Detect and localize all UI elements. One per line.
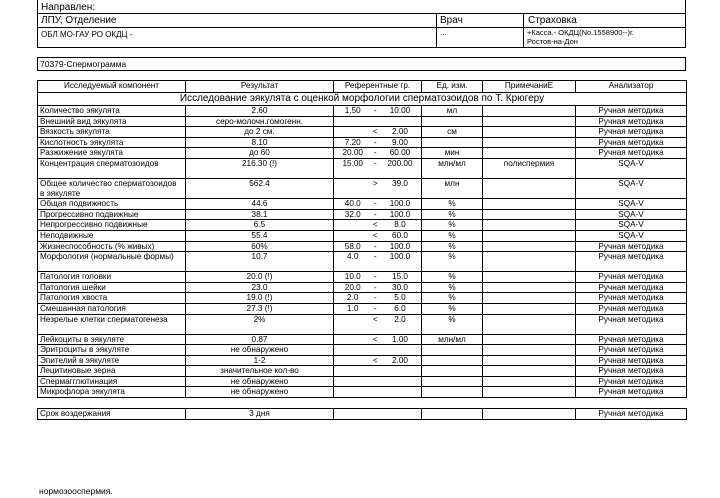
- table-row: [38, 314, 687, 334]
- reference-range: [334, 293, 422, 304]
- reference-range: [334, 303, 422, 314]
- ref-high: 100.0: [389, 209, 411, 219]
- table-header-row: [38, 81, 687, 93]
- analyzer-value: Ручная методика: [576, 409, 687, 420]
- result-value: до 2 см.: [186, 127, 334, 138]
- ref-sep: -: [373, 209, 377, 219]
- note-value: [483, 199, 576, 210]
- result-value: серо-молочн.гомогенн.: [186, 116, 334, 127]
- result-value: 216.30 (!): [186, 158, 334, 178]
- component-name: Патология головки: [38, 272, 186, 283]
- table-row: [38, 241, 687, 252]
- analyzer-value: Ручная методика: [576, 137, 687, 148]
- analyzer-value: SQA-V: [576, 178, 687, 198]
- ref-high: 39.0: [392, 178, 408, 188]
- ref-sep: -: [373, 252, 377, 262]
- col-component-header: Исследуемый компонент: [38, 81, 186, 93]
- component-name: Кислотность эякулята: [38, 137, 186, 148]
- reference-range: [334, 345, 422, 356]
- ref-low: [340, 335, 366, 345]
- unit-value: [422, 116, 483, 127]
- note-value: полиспермия: [483, 158, 576, 178]
- table-row: [38, 366, 687, 377]
- note-value: [483, 209, 576, 220]
- reference-range: [334, 116, 422, 127]
- table-row: [38, 334, 687, 345]
- ref-low: [340, 315, 366, 325]
- note-value: [483, 230, 576, 241]
- unit-value: %: [422, 199, 483, 210]
- unit-value: [422, 355, 483, 366]
- note-value: [483, 355, 576, 366]
- table-row: [38, 106, 687, 117]
- table-row: [38, 199, 687, 210]
- component-name: Общая подвижность: [38, 199, 186, 210]
- note-value: [483, 282, 576, 293]
- ref-high: 15.0: [392, 272, 408, 282]
- spacer-row: [38, 398, 687, 409]
- reference-range: [334, 272, 422, 283]
- reference-range: [334, 387, 422, 398]
- ref-sep: -: [373, 293, 377, 303]
- component-name: Концентрация сперматозоидов: [38, 158, 186, 178]
- unit-value: см: [422, 127, 483, 138]
- component-name: Спермагглютинация: [38, 376, 186, 387]
- col-result-header: Результат: [186, 81, 334, 93]
- component-name: Микрофлора эякулята: [38, 387, 186, 398]
- ref-sep: -: [373, 106, 377, 115]
- reference-range: [334, 220, 422, 231]
- doctor-column-label: Врач: [440, 15, 463, 26]
- component-name: Эпителий в эякуляте: [38, 355, 186, 366]
- ref-low: 1.0: [347, 303, 359, 313]
- component-name: Прогрессивно подвижные: [38, 209, 186, 220]
- analyzer-value: SQA-V: [576, 158, 687, 178]
- table-row: [38, 178, 687, 198]
- ref-low: 20.0: [344, 282, 361, 292]
- result-value: 1-2: [186, 355, 334, 366]
- table-row: [38, 116, 687, 127]
- ref-low: 20.00: [342, 148, 363, 158]
- lpu-column-label: ЛПУ, Отделение: [41, 15, 117, 26]
- unit-value: млн: [422, 178, 483, 198]
- ref-high: 60.0: [392, 230, 408, 240]
- ref-high: 200.00: [387, 158, 413, 168]
- component-name: Смешанная патология: [38, 303, 186, 314]
- ref-sep: <: [372, 220, 378, 230]
- analyzer-value: Ручная методика: [576, 366, 687, 377]
- unit-value: %: [422, 220, 483, 231]
- component-name: Непрогрессивно подвижные: [38, 220, 186, 231]
- ref-sep: -: [373, 272, 377, 282]
- result-value: 8.10: [186, 137, 334, 148]
- unit-value: млн/мл: [422, 158, 483, 178]
- result-value: 10.7: [186, 252, 334, 272]
- ref-high: 2.0: [394, 314, 406, 324]
- table-row: [38, 387, 687, 398]
- result-value: 19.0 (!): [186, 293, 334, 304]
- header-directed-box: [37, 0, 686, 14]
- result-value: не обнаружено: [186, 345, 334, 356]
- ref-sep: -: [373, 282, 377, 292]
- note-value: [483, 272, 576, 283]
- reference-range: [334, 209, 422, 220]
- analyzer-value: Ручная методика: [576, 376, 687, 387]
- note-value: [483, 116, 576, 127]
- result-value: до 60: [186, 148, 334, 159]
- col-unit-header: Ед. изм.: [422, 81, 483, 93]
- analyzer-value: Ручная методика: [576, 282, 687, 293]
- table-row: [38, 252, 687, 272]
- component-name: Разжижение эякулята: [38, 148, 186, 159]
- analyzer-value: Ручная методика: [576, 387, 687, 398]
- ref-low: [340, 231, 366, 241]
- reference-range: [334, 230, 422, 241]
- analyzer-value: Ручная методика: [576, 106, 687, 117]
- abstinence-row: [38, 409, 687, 420]
- col-analyzer-header: Анализатор: [576, 81, 687, 93]
- ref-high: 1.00: [392, 334, 408, 344]
- doctor-value: ...: [440, 28, 447, 37]
- table-row: [38, 303, 687, 314]
- reference-range: [334, 376, 422, 387]
- ref-high: 9.00: [392, 137, 408, 147]
- table-row: [38, 293, 687, 304]
- analyzer-value: Ручная методика: [576, 272, 687, 283]
- note-value: [483, 220, 576, 231]
- spacer-cell: [38, 398, 687, 409]
- table-row: [38, 127, 687, 138]
- reference-range: [334, 282, 422, 293]
- analyzer-value: Ручная методика: [576, 345, 687, 356]
- section-title: Исследование эякулята с оценкой морфологии сперматозоидов по Т. Крюгеру: [38, 93, 687, 106]
- ref-high: 2.00: [392, 127, 408, 137]
- ref-low: 40.0: [344, 199, 361, 209]
- component-name: Срок воздержания: [38, 409, 186, 420]
- ref-sep: <: [372, 355, 378, 365]
- reference-range: [334, 355, 422, 366]
- note-value: [483, 106, 576, 117]
- note-value: [483, 409, 576, 420]
- ref-sep: -: [373, 158, 377, 168]
- ref-low: 58.0: [344, 241, 361, 251]
- note-value: [483, 387, 576, 398]
- ref-sep: <: [372, 334, 378, 344]
- result-value: 6.5: [186, 220, 334, 231]
- unit-value: %: [422, 230, 483, 241]
- ref-high: 5.0: [394, 293, 406, 303]
- unit-value: %: [422, 303, 483, 314]
- unit-value: %: [422, 282, 483, 293]
- note-value: [483, 148, 576, 159]
- unit-value: мин: [422, 148, 483, 159]
- ref-low: [340, 356, 366, 366]
- reference-range: [334, 127, 422, 138]
- reference-range: [334, 252, 422, 272]
- reference-range: [334, 106, 422, 117]
- analyzer-value: SQA-V: [576, 209, 687, 220]
- ref-low: 32.0: [344, 209, 361, 219]
- note-value: [483, 334, 576, 345]
- ref-low: 7.20: [344, 137, 361, 147]
- unit-value: %: [422, 241, 483, 252]
- analyzer-value: SQA-V: [576, 220, 687, 231]
- component-name: Вязкость эякулята: [38, 127, 186, 138]
- ref-sep: <: [372, 314, 378, 324]
- note-value: [483, 366, 576, 377]
- ref-low: [340, 127, 366, 137]
- reference-range: [334, 148, 422, 159]
- analyzer-value: Ручная методика: [576, 241, 687, 252]
- unit-value: млн/мл: [422, 334, 483, 345]
- table-row: [38, 355, 687, 366]
- ref-sep: <: [372, 127, 378, 137]
- analyzer-value: Ручная методика: [576, 127, 687, 138]
- result-value: не обнаружено: [186, 387, 334, 398]
- ref-high: 30.0: [392, 282, 408, 292]
- component-name: Лецитиновые зерна: [38, 366, 186, 377]
- ref-sep: -: [373, 148, 377, 158]
- result-value: 0.87: [186, 334, 334, 345]
- result-value: 38.1: [186, 209, 334, 220]
- unit-value: %: [422, 209, 483, 220]
- conclusion-text: нормозооспермия.: [39, 486, 113, 496]
- table-row: [38, 282, 687, 293]
- reference-range: [334, 199, 422, 210]
- ref-low: 15.00: [342, 158, 363, 168]
- unit-value: %: [422, 314, 483, 334]
- result-value: 44.6: [186, 199, 334, 210]
- result-value: 3 дня: [186, 409, 334, 420]
- analyzer-value: Ручная методика: [576, 148, 687, 159]
- note-value: [483, 178, 576, 198]
- component-name: Внешний вид эякулята: [38, 116, 186, 127]
- result-value: 562.4: [186, 178, 334, 198]
- ref-sep: -: [373, 137, 377, 147]
- component-name: Патология хвоста: [38, 293, 186, 304]
- ref-high: 8.0: [394, 220, 406, 230]
- unit-value: мл: [422, 106, 483, 117]
- note-value: [483, 314, 576, 334]
- component-name: Жизнеспособность (% живых): [38, 241, 186, 252]
- note-value: [483, 293, 576, 304]
- ref-high: 6.0: [394, 303, 406, 313]
- col-reference-header: Референтные гр.: [334, 81, 422, 93]
- ref-low: 10.0: [344, 272, 361, 282]
- ref-high: 60.00: [389, 148, 411, 158]
- analyzer-value: Ручная методика: [576, 116, 687, 127]
- header-columns-row: [37, 13, 686, 28]
- note-value: [483, 241, 576, 252]
- ref-low: 1.50: [344, 106, 361, 115]
- reference-range: [334, 137, 422, 148]
- table-row: [38, 137, 687, 148]
- component-name: Незрелые клетки сперматогенеза: [38, 314, 186, 334]
- reference-range: [334, 334, 422, 345]
- result-value: 27.3 (!): [186, 303, 334, 314]
- ref-sep: >: [372, 178, 378, 188]
- reference-range: [334, 178, 422, 198]
- directed-label: Направлен:: [41, 2, 96, 13]
- table-row: [38, 148, 687, 159]
- ref-low: 2.0: [347, 293, 359, 303]
- table-row: [38, 209, 687, 220]
- unit-value: [422, 409, 483, 420]
- unit-value: [422, 387, 483, 398]
- result-value: 23.0: [186, 282, 334, 293]
- result-value: 60%: [186, 241, 334, 252]
- analyzer-value: Ручная методика: [576, 314, 687, 334]
- component-name: Морфология (нормальные формы): [38, 252, 186, 272]
- component-name: Эритроциты в эякуляте: [38, 345, 186, 356]
- lpu-value: ОБЛ МО-ГАУ РО ОКДЦ -: [41, 30, 133, 39]
- results-table: [37, 80, 687, 420]
- note-value: [483, 376, 576, 387]
- note-value: [483, 127, 576, 138]
- component-name: Общее количество сперматозоидов в эякуляте: [38, 178, 186, 198]
- unit-value: [422, 137, 483, 148]
- note-value: [483, 252, 576, 272]
- note-value: [483, 345, 576, 356]
- analyzer-value: Ручная методика: [576, 252, 687, 272]
- component-name: Патология шейки: [38, 282, 186, 293]
- ref-high: 100.0: [389, 199, 411, 209]
- result-value: не обнаружено: [186, 376, 334, 387]
- table-row: [38, 345, 687, 356]
- test-name: 70379-Спермограмма: [40, 59, 127, 69]
- reference-range: [334, 241, 422, 252]
- table-row: [38, 272, 687, 283]
- analyzer-value: Ручная методика: [576, 355, 687, 366]
- table-row: [38, 230, 687, 241]
- ref-sep: -: [373, 303, 377, 313]
- result-value: значительное кол-во: [186, 366, 334, 377]
- table-row: [38, 220, 687, 231]
- result-value: 20.0 (!): [186, 272, 334, 283]
- unit-value: %: [422, 252, 483, 272]
- insurance-value: +Касса.- ОКДЦ(No.1558900--)г. Ростов-на-Дон: [527, 28, 634, 46]
- analyzer-value: Ручная методика: [576, 303, 687, 314]
- ref-high: 2.00: [392, 355, 408, 365]
- ref-low: [340, 220, 366, 230]
- ref-high: 100.0: [389, 241, 411, 251]
- section-title-row: [38, 93, 687, 106]
- result-value: 2.60: [186, 106, 334, 117]
- unit-value: [422, 376, 483, 387]
- reference-range: [334, 158, 422, 178]
- unit-value: [422, 345, 483, 356]
- col-note-header: ПримечаниЕ: [483, 81, 576, 93]
- ref-sep: <: [372, 230, 378, 240]
- component-name: Неподвижные: [38, 230, 186, 241]
- table-row: [38, 158, 687, 178]
- ref-sep: -: [373, 241, 377, 251]
- reference-range: [334, 366, 422, 377]
- ref-high: 10.00: [389, 106, 411, 115]
- ref-sep: -: [373, 199, 377, 209]
- analyzer-value: Ручная методика: [576, 293, 687, 304]
- test-name-box: [37, 57, 686, 71]
- analyzer-value: SQA-V: [576, 199, 687, 210]
- reference-range: [334, 314, 422, 334]
- component-name: Лейкоциты в эякуляте: [38, 334, 186, 345]
- reference-range: [334, 409, 422, 420]
- unit-value: %: [422, 272, 483, 283]
- unit-value: %: [422, 293, 483, 304]
- note-value: [483, 303, 576, 314]
- component-name: Количество эякулята: [38, 106, 186, 117]
- ref-low: [340, 179, 366, 189]
- note-value: [483, 137, 576, 148]
- insurance-column-label: Страховка: [528, 15, 577, 26]
- analyzer-value: Ручная методика: [576, 334, 687, 345]
- result-value: 55.4: [186, 230, 334, 241]
- result-value: 2%: [186, 314, 334, 334]
- analyzer-value: SQA-V: [576, 230, 687, 241]
- ref-low: 4.0: [347, 252, 359, 262]
- unit-value: [422, 366, 483, 377]
- ref-high: 100.0: [389, 252, 411, 262]
- table-row: [38, 376, 687, 387]
